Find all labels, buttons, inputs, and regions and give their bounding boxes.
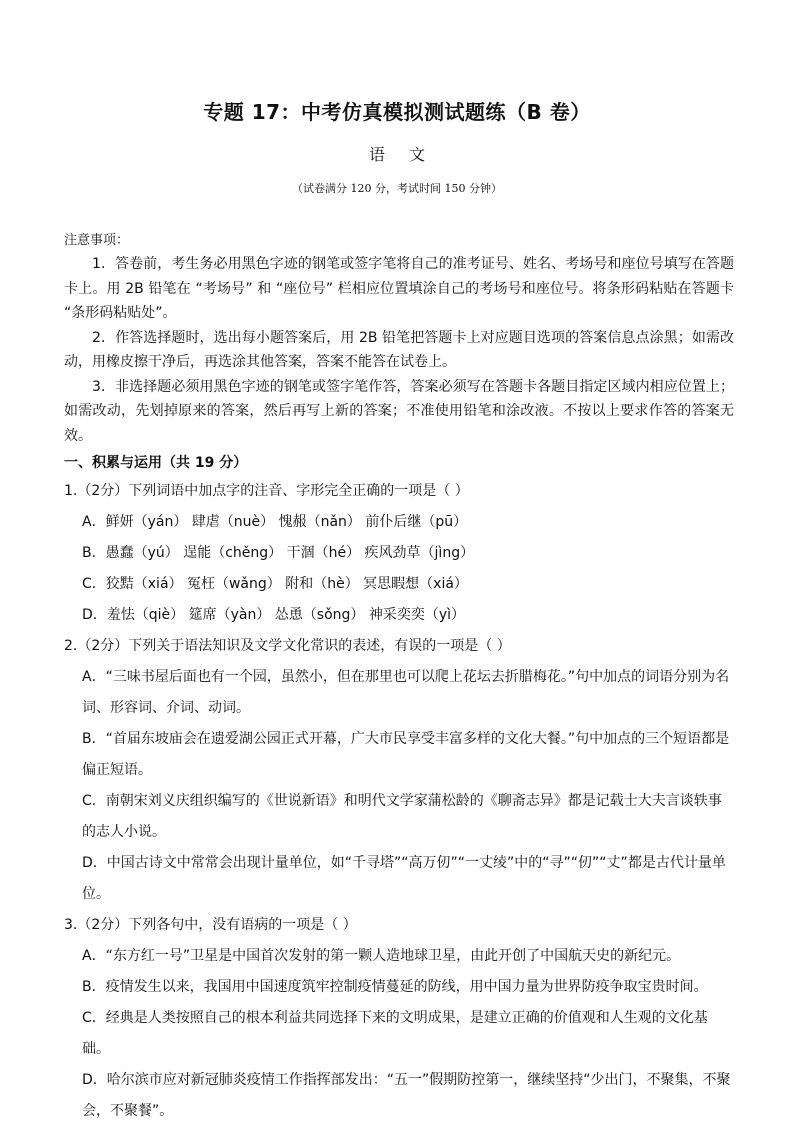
subject-heading: 语文 bbox=[368, 145, 449, 164]
question-3-option-b: B．疫情发生以来，我国用中国速度筑牢控制疫情蔓延的防线，用中国力量为世界防疫争取宝贵时间。 bbox=[82, 979, 708, 995]
question-2-option-b: B．“首届东坡庙会在遗爱湖公园正式开幕，广大市民享受丰富多样的文化大餐。”句中加点的三个短语都是偏正短语。 bbox=[82, 731, 730, 778]
question-1-option-c: C．狡黠（xiá） 冤枉（wǎng） 附和（hè） 冥思睱想（xiá） bbox=[82, 576, 468, 592]
section-heading: 一、积累与运用（共 19 分） bbox=[64, 455, 248, 471]
note-item-3: 3．非选择题必须用黑色字迹的钢笔或签字笔作答，答案必须写在答题卡各题目指定区域内相应位置上；如需改动，先划掉原来的答案，然后再写上新的答案；不准使用铅笔和涂改液。不按以上要求作答的答案无效。 bbox=[64, 378, 734, 444]
exam-info: （试卷满分 120 分，考试时间 150 分钟） bbox=[292, 182, 502, 195]
question-1-option-b: B．愚蠢（yú） 逞能（chěng） 干涸（hé） 疾风劲草（jìng） bbox=[82, 545, 475, 561]
question-3-option-d: D．哈尔滨市应对新冠肺炎疫情工作指挥部发出：“五一”假期防控第一，继续坚持“少出门，不聚集，不聚会，不聚餐”。 bbox=[82, 1072, 731, 1119]
document-title: 专题 17：中考仿真模拟测试题练（B 卷） bbox=[203, 100, 591, 124]
question-1-option-d: D．羞怯（qiè） 筵席（yàn） 怂恿（sǒng） 神采奕奕（yì） bbox=[82, 607, 466, 623]
note-item-1: 1．答卷前，考生务必用黑色字迹的钢笔或签字笔将自己的准考证号、姓名、考场号和座位号填写在答题卡上。用 2B 铅笔在 “考场号” 和 “座位号” 栏相应位置填涂自己的考场号和座位号。将条形码粘贴在答题卡 “条形码粘贴处”。 bbox=[64, 256, 734, 321]
question-3-option-a: A．“东方红一号”卫星是中国首次发射的第一颗人造地球卫星，由此开创了中国航天史的新纪元。 bbox=[82, 948, 681, 964]
question-3-stem: 3.（2分）下列各句中，没有语病的一项是（ ） bbox=[64, 917, 357, 933]
question-2-stem: 2.（2分）下列关于语法知识及文学文化常识的表述，有误的一项是（ ） bbox=[64, 638, 511, 654]
question-1-stem: 1.（2分）下列词语中加点字的注音、字形完全正确的一项是（ ） bbox=[64, 483, 469, 499]
question-2-option-a: A．“三味书屋后面也有一个园，虽然小，但在那里也可以爬上花坛去折腊梅花。”句中加点的词语分别为名词、形容词、介词、动词。 bbox=[82, 669, 730, 716]
question-2-option-c: C．南朝宋刘义庆组织编写的《世说新语》和明代文学家蒲松龄的《聊斋志异》都是记载士大夫言谈轶事的志人小说。 bbox=[82, 793, 722, 840]
question-1-option-a: A．鲜妍（yán） 肆虐（nuè） 愧赧（nǎn） 前仆后继（pū） bbox=[82, 514, 468, 530]
notes-heading: 注意事项： bbox=[64, 233, 130, 248]
note-item-2: 2．作答选择题时，选出每小题答案后，用 2B 铅笔把答题卡上对应题目选项的答案信息点涂黑；如需改动，用橡皮擦干净后，再选涂其他答案，答案不能答在试卷上。 bbox=[64, 329, 734, 370]
question-2-option-d: D．中国古诗文中常常会出现计量单位，如“千寻塔”“高万仞”“一丈绫”中的“寻”“仞”“丈”都是古代计量单位。 bbox=[82, 855, 726, 902]
document-body bbox=[64, 230, 734, 1127]
question-3-option-c: C．经典是人类按照自己的根本利益共同选择下来的文明成果，是建立正确的价值观和人生观的文化基础。 bbox=[82, 1010, 708, 1057]
